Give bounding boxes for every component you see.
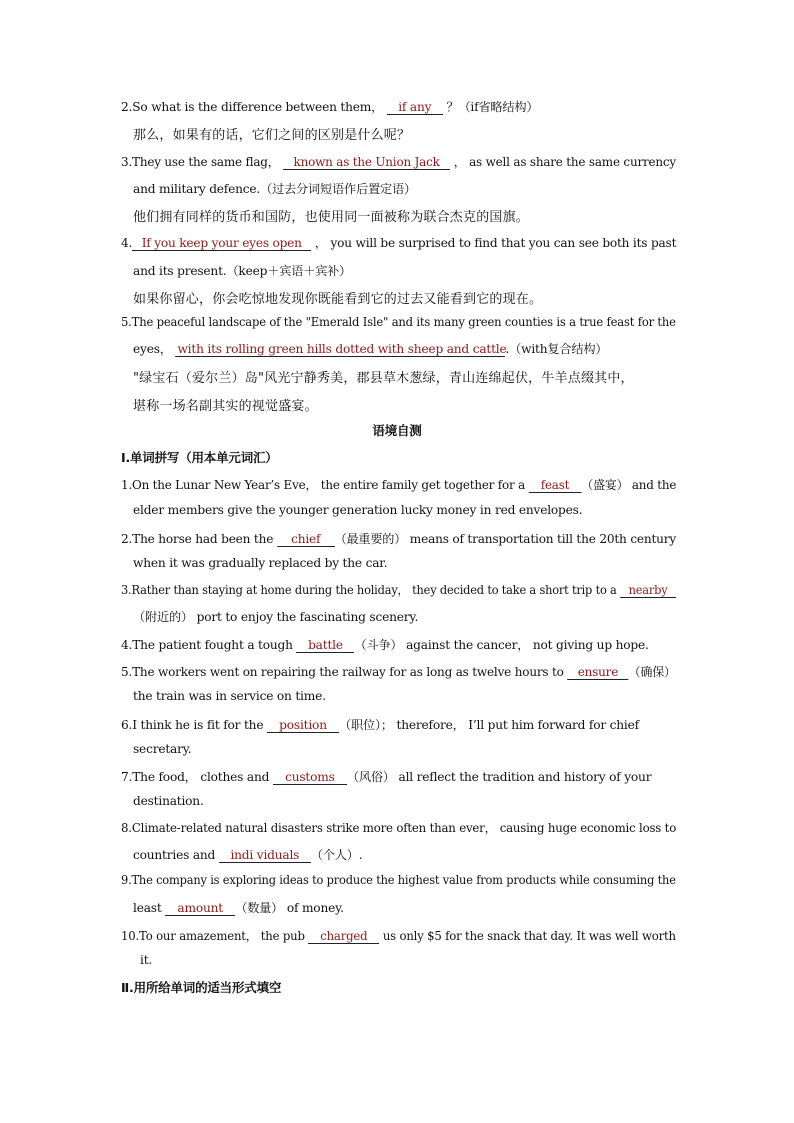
q3-line2: （附近的） port to enjoy the fascinating scenery. (133, 610, 419, 624)
item5-text-b: eyes， (133, 342, 176, 356)
q10-text-a: To our amazement， the pub (139, 929, 309, 943)
q9-text-a: The company is exploring ideas to produce the highest value from products while consuming the (131, 873, 676, 887)
section1-heading: Ⅰ.单词拼写（用本单元词汇） (121, 450, 278, 465)
item2-translation: 那么，如果有的话，它们之间的区别是什么呢？ (133, 128, 411, 143)
q9-answer: amount (165, 902, 235, 916)
item3-translation: 他们拥有同样的货币和国防，也使用同一面被称为联合杰克的国旗。 (133, 210, 530, 225)
q4-line1 (121, 636, 649, 653)
q6-text-b: （职位）； therefore， I’ll put him forward for chief (339, 718, 639, 732)
q7-line1 (121, 768, 651, 785)
q10-number: 10. (121, 929, 140, 943)
item5-translation-1: "绿宝石（爱尔兰）岛"风光宁静秀美，郡县草木葱绿，青山连绵起伏，牛羊点缀其中， (133, 371, 634, 386)
q1-text-a: On the Lunar New Year’s Eve， the entire family get together for a (131, 478, 529, 492)
item5-text-a: The peaceful landscape of the "Emerald Isle" and its many green counties is a true feast for the (131, 315, 676, 329)
q3-number: 3. (121, 583, 132, 597)
q8-text-c: countries and (133, 848, 219, 862)
q6-number: 6. (121, 718, 133, 732)
q10-text-b: us only $5 for the snack that day. It was well worth (379, 929, 676, 943)
q2-line1 (121, 530, 676, 547)
item3-text-a: They use the same flag， (132, 155, 284, 169)
q7-number: 7. (121, 770, 133, 784)
q6-line2: secretary. (133, 742, 192, 756)
q4-text-a: The patient fought a tough (132, 638, 297, 652)
item4-line1 (121, 234, 676, 251)
q8-text-b: （个人）. (310, 848, 363, 862)
q3-answer: nearby (620, 584, 676, 598)
q2-text-a: The horse had been the (132, 532, 277, 546)
q9-number: 9. (121, 873, 132, 887)
item2-line1 (121, 98, 538, 115)
item3-number: 3. (121, 155, 133, 169)
q7-answer: customs (273, 771, 347, 785)
q5-line2: the train was in service on time. (133, 689, 326, 703)
item4-number: 4. (121, 236, 133, 250)
q5-number: 5. (121, 665, 133, 679)
q6-line1 (121, 716, 639, 733)
q7-line2: destination. (133, 794, 204, 808)
item3-line1 (121, 153, 676, 170)
q3-line1 (121, 581, 676, 598)
q1-line1 (121, 476, 676, 493)
item3-text-b: ， as well as share the same currency (450, 155, 676, 169)
q9-line1 (121, 873, 676, 887)
q1-text-b: （盛宴） and the (581, 478, 677, 492)
q1-answer: feast (529, 479, 582, 493)
q9-text-b: （数量） of money. (235, 901, 344, 915)
q9-text-c: least (133, 901, 166, 915)
q2-line2: when it was gradually replaced by the car. (133, 556, 388, 570)
q2-answer: chief (277, 533, 335, 547)
q4-text-b: （斗争） against the cancer， not giving up hope. (354, 638, 649, 652)
item5-line2 (133, 340, 607, 357)
q1-number: 1. (121, 478, 132, 492)
item4-line2: and its present.（keep＋宾语＋宾补） (133, 264, 352, 278)
item4-translation: 如果你留心，你会吃惊地发现你既能看到它的过去又能看到它的现在。 (133, 292, 543, 307)
item3-line2: and military defence.（过去分词短语作后置定语） (133, 182, 416, 196)
q2-number: 2. (121, 532, 133, 546)
q2-text-b: （最重要的） means of transportation till the 20th century (334, 532, 677, 546)
q8-line1 (121, 819, 676, 836)
q7-text-b: （风俗） all reflect the tradition and history of your (346, 770, 652, 784)
item3-answer: known as the Union Jack (283, 156, 450, 170)
q8-number: 8. (121, 821, 132, 835)
item2-text-b: ？（if省略结构） (442, 100, 539, 114)
item5-text-c: .（with复合结构） (505, 342, 608, 356)
q8-text-a: Climate-related natural disasters strike more often than ever， causing huge economic loss to (131, 821, 677, 835)
item4-text-b: ， you will be surprised to find that you can see both its past (311, 236, 677, 250)
item2-text-a: So what is the difference between them， (132, 100, 387, 114)
q3-text-a: Rather than staying at home during the holiday， they decided to take a short trip to a (131, 583, 621, 597)
q6-answer: position (267, 719, 339, 733)
q6-text-a: I think he is fit for the (132, 718, 268, 732)
q7-text-a: The food， clothes and (132, 770, 273, 784)
q4-answer: battle (296, 639, 354, 653)
item5-line1 (121, 315, 676, 329)
item4-answer: If you keep your eyes open (132, 237, 311, 251)
section-title: 语境自测 (372, 423, 422, 438)
item5-translation-2: 堪称一场名副其实的视觉盛宴。 (133, 399, 318, 414)
q10-answer: charged (308, 930, 379, 944)
q8-answer: indi viduals (219, 849, 311, 863)
q1-line2: elder members give the younger generation lucky money in red envelopes. (133, 503, 583, 517)
q5-text-a: The workers went on repairing the railway for as long as twelve hours to (132, 665, 568, 679)
q4-number: 4. (121, 638, 133, 652)
q8-line2 (133, 846, 362, 863)
q5-line1 (121, 663, 676, 680)
item2-number: 2. (121, 100, 133, 114)
q10-line2: it. (140, 953, 153, 967)
item5-number: 5. (121, 315, 132, 329)
item5-answer: with its rolling green hills dotted with sheep and cattle (177, 342, 507, 356)
q5-text-b: （确保） (628, 665, 676, 679)
q10-line1 (121, 927, 676, 944)
section2-heading: Ⅱ.用所给单词的适当形式填空 (121, 980, 282, 995)
q5-answer: ensure (567, 666, 628, 680)
q9-line2 (133, 899, 344, 916)
item2-answer: if any (387, 101, 443, 115)
